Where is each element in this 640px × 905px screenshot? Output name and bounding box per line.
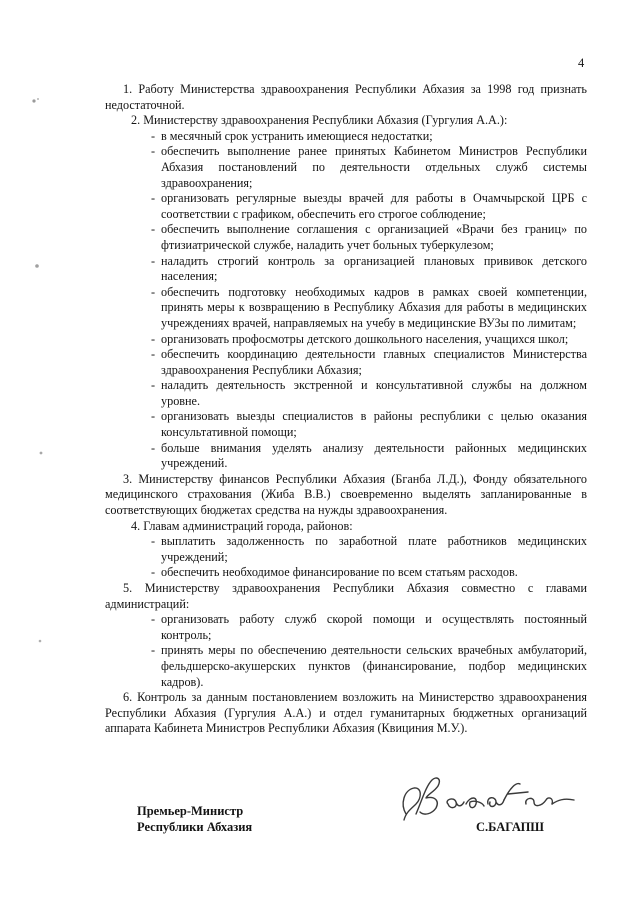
- document-body: [105, 82, 587, 737]
- list-item: - организовать профосмотры детского дошкольного населения, учащихся школ;: [151, 332, 587, 348]
- list-item: - наладить строгий контроль за организацией плановых прививок детского населения;: [151, 254, 587, 285]
- list-item: - организовать выезды специалистов в районы республики с целью оказания консультативной помощи;: [151, 409, 587, 440]
- signatory-title: [137, 803, 252, 835]
- page-number: 4: [578, 56, 585, 70]
- paragraph-3: 3. Министерству финансов Республики Абхазия (Бганба Л.Д.), Фонду обязательного медицинского страхования (Жиба В.В.) своевременно выделять запланированные в соответствующих бюджетах средства на нужды здравоохранения.: [105, 471, 587, 518]
- paragraph-4-list: [105, 534, 587, 581]
- paragraph-2-list: [105, 129, 587, 472]
- list-item: - обеспечить координацию деятельности главных специалистов Министерства здравоохранения Республики Абхазия;: [151, 347, 587, 378]
- list-item: - принять меры по обеспечению деятельности сельских врачебных амбулаторий, фельдшерско-акушерских пунктов (финансирование, подбор медицинских кадров).: [151, 643, 587, 690]
- list-item: - обеспечить выполнение ранее принятых Кабинетом Министров Республики Абхазия постановлений по деятельности отдельных служб системы здравоохранения;: [151, 144, 587, 191]
- signatory-title-line-2: Республики Абхазия: [137, 820, 253, 834]
- list-item: - наладить деятельность экстренной и консультативной службы на должном уровне.: [151, 378, 587, 409]
- paragraph-5-list: [105, 612, 587, 690]
- paragraph-4: 4. Главам администраций города, районов:: [131, 518, 353, 533]
- signatory-title-line-1: Премьер-Министр: [137, 804, 244, 818]
- scan-speck-icon: [30, 95, 42, 107]
- list-item: - обеспечить подготовку необходимых кадров в рамках своей компетенции, принять меры к возвращению в Республику Абхазия для работы в медицинских учреждениях врачей, направляемых на учебу в медицинские ВУЗы по лимитам;: [151, 285, 587, 332]
- list-item: - организовать работу служб скорой помощи и осуществлять постоянный контроль;: [151, 612, 587, 643]
- paragraph-6: 6. Контроль за данным постановлением возложить на Министерство здравоохранения Республики Абхазия (Гургулия А.А.) и отдел гуманитарных бюджетных организаций аппарата Кабинета Министров Республики Абхазия (Квициния М.У.).: [105, 690, 587, 736]
- paragraph-2: 2. Министерству здравоохранения Республики Абхазия (Гургулия А.А.):: [131, 113, 508, 128]
- scan-speck-icon: [32, 260, 44, 272]
- paragraph-5: 5. Министерству здравоохранения Республики Абхазия совместно с главами администраций:: [105, 581, 587, 611]
- list-item: - выплатить задолженность по заработной плате работников медицинских учреждений;: [151, 534, 587, 565]
- list-item: - обеспечить выполнение соглашения с организацией «Врачи без границ» по фтизиатрической службе, наладить учет больных туберкулезом;: [151, 222, 587, 253]
- list-item: - организовать регулярные выезды врачей для работы в Очамчырской ЦРБ с соответствии с графиком, обеспечить его строгое соблюдение;: [151, 191, 587, 222]
- paragraph-1: 1. Работу Министерства здравоохранения Республики Абхазия за 1998 год признать недостаточной.: [105, 82, 587, 112]
- scan-speck-icon: [36, 447, 48, 459]
- list-item: - в месячный срок устранить имеющиеся недостатки;: [151, 129, 587, 145]
- signatory-name: С.БАГАПШ: [476, 820, 545, 834]
- list-item: - больше внимания уделять анализу деятельности районных медицинских учреждений.: [151, 441, 587, 472]
- scan-speck-icon: [34, 636, 46, 648]
- list-item: - обеспечить необходимое финансирование по всем статьям расходов.: [151, 565, 587, 581]
